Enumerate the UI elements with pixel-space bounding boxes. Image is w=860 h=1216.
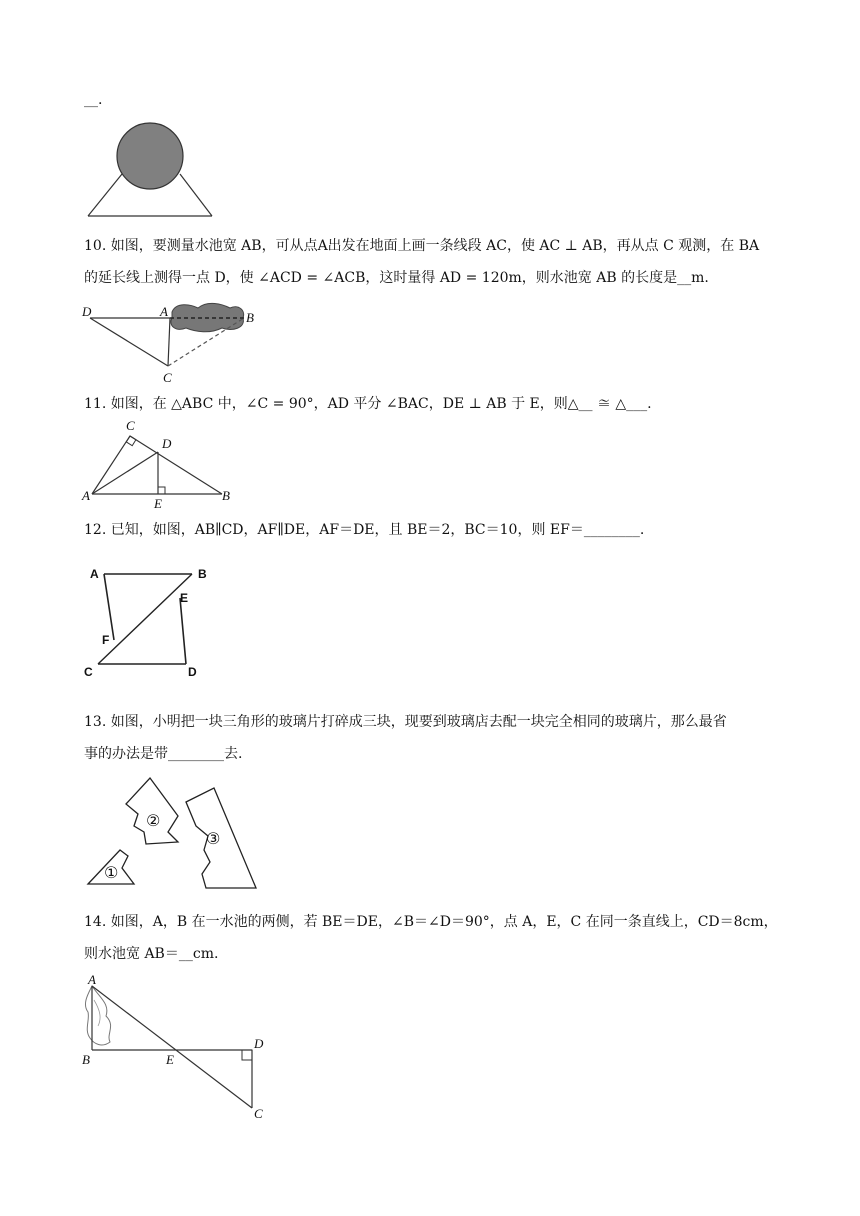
question-14-line-2: 则水池宽 AB＝__cm.	[84, 946, 219, 962]
question-10-pond-figure	[80, 298, 270, 388]
label-D: D	[82, 304, 92, 319]
label-D: D	[162, 436, 172, 451]
label-B: B	[82, 1052, 90, 1067]
piece-1-label: ①	[104, 863, 119, 882]
question-13-glass-pieces-figure	[80, 774, 270, 896]
piece-3	[186, 788, 256, 888]
label-E: E	[166, 1052, 174, 1067]
question-10-line-2: 的延长线上测得一点 D，使 ∠ACD = ∠ACB，这时量得 AD = 120m，则水池宽 AB 的长度是__m.	[84, 270, 709, 286]
question-13-line-2: 事的办法是带________去.	[84, 746, 243, 762]
label-D: D	[254, 1036, 264, 1051]
label-A: A	[160, 304, 168, 319]
label-C: C	[254, 1106, 263, 1121]
label-E: E	[154, 496, 162, 511]
label-A: A	[88, 972, 96, 987]
question-11-line-1: 11. 如图，在 △ABC 中，∠C = 90°，AD 平分 ∠BAC，DE ⊥ AB 于 E，则△__ ≅ △___.	[84, 396, 652, 412]
label-E: E	[180, 591, 189, 605]
question-12-line-1: 12. 已知，如图，AB∥CD，AF∥DE，AF＝DE，且 BE＝2，BC＝10，则 EF＝________.	[84, 522, 645, 538]
label-C: C	[163, 370, 172, 385]
piece-2-label: ②	[146, 811, 161, 830]
label-B: B	[222, 488, 230, 503]
circle-triangle-figure	[80, 118, 230, 222]
previous-question-answer-blank: __.	[84, 92, 103, 108]
label-C: C	[126, 418, 135, 433]
question-12-figure	[80, 564, 220, 682]
piece-3-label: ③	[206, 829, 221, 848]
label-F: F	[102, 633, 110, 647]
question-11-triangle-figure	[80, 416, 240, 511]
question-10-line-1: 10. 如图，要测量水池宽 AB，可从点A出发在地面上画一条线段 AC，使 AC ⊥ AB，再从点 C 观测，在 BA	[84, 238, 760, 254]
label-C: C	[84, 665, 93, 679]
label-A: A	[82, 488, 90, 503]
label-B: B	[246, 310, 254, 325]
question-14-line-1: 14. 如图，A，B 在一水池的两侧，若 BE＝DE，∠B＝∠D＝90°，点 A，E，C 在同一条直线上，CD＝8cm，	[84, 914, 778, 930]
question-14-figure	[80, 974, 280, 1122]
question-13-line-1: 13. 如图，小明把一块三角形的玻璃片打碎成三块，现要到玻璃店去配一块完全相同的玻璃片，那么最省	[84, 714, 727, 730]
label-D: D	[188, 665, 197, 679]
label-B: B	[198, 567, 207, 581]
label-A: A	[90, 567, 99, 581]
